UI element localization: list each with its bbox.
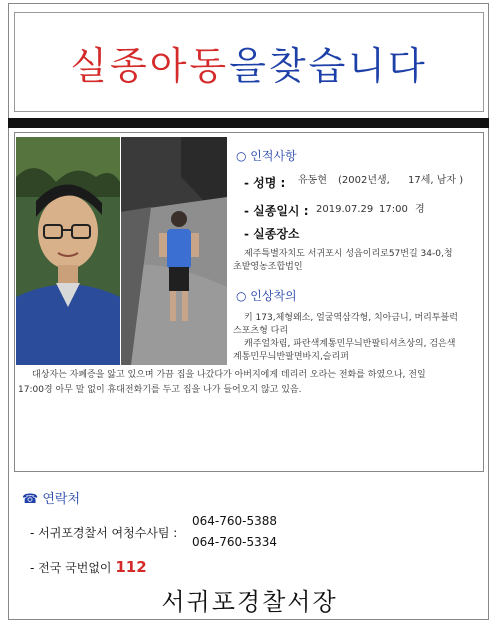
cctv-photo: [121, 137, 227, 365]
appearance-line3: 캐주얼차림, 파란색계통민무늬반팔티셔츠상의, 검은색: [244, 339, 456, 349]
description: [18, 368, 480, 398]
appearance-line1: 키 173,체형왜소, 얼굴역삼각형, 치아금니, 머리투블럭: [244, 313, 458, 323]
poster-title: [14, 12, 484, 112]
profile-header: ○ 인적사항: [236, 149, 297, 163]
description-line1: 대상자는 자폐증을 앓고 있으며 가끔 집을 나갔다가 아버지에게 데리러 오라는 전화를 하였으나, 전일: [32, 370, 426, 380]
national-hotline-label: - 전국 국번없이: [30, 561, 112, 575]
national-hotline: [30, 558, 147, 576]
phone-number-1[interactable]: 064-760-5388: [192, 514, 278, 528]
missing-place-line2: 초밭영농조합법인: [233, 262, 303, 272]
description-line2: 17:00경 아무 말 없이 휴대전화기를 두고 집을 나가 들어오지 않고 있음.: [18, 385, 302, 395]
birth-value: (2002년생,: [338, 175, 390, 186]
age-value: 17세, 남자 ): [408, 175, 464, 186]
name-label: - 성명 :: [244, 176, 286, 190]
contact-header: ☎ 연락처: [22, 492, 80, 507]
divider-band: [8, 118, 489, 128]
appearance-line2: 스포츠형 다리: [233, 326, 289, 336]
police-office-label: - 서귀포경찰서 여청수사팀 :: [30, 526, 178, 540]
phone-number-2[interactable]: 064-760-5334: [192, 535, 278, 549]
missing-time-value: 17:00: [379, 204, 408, 215]
missing-date-label: - 실종일시 :: [244, 204, 309, 218]
title-part-searching: 찾습니다: [268, 43, 428, 88]
title-part-particle: 을: [229, 43, 269, 88]
appearance-line4: 계통민무늬반팔면바지,슬리퍼: [233, 352, 349, 362]
missing-place-label: - 실종장소: [244, 227, 300, 241]
hotline-number[interactable]: 112: [115, 558, 147, 576]
agency-name: 서귀포경찰서장: [161, 588, 338, 616]
missing-place-line1: 제주특별자치도 서귀포시 성읍이리로57번길 34-0,청: [244, 249, 453, 259]
missing-time-suffix: 경: [415, 204, 425, 215]
missing-date-value: 2019.07.29: [316, 204, 374, 215]
appearance-header: ○ 인상착의: [236, 289, 297, 303]
name-value: 유동현: [298, 175, 327, 186]
title-part-missing-child: 실종아동: [70, 43, 230, 88]
portrait-photo: [16, 137, 120, 365]
